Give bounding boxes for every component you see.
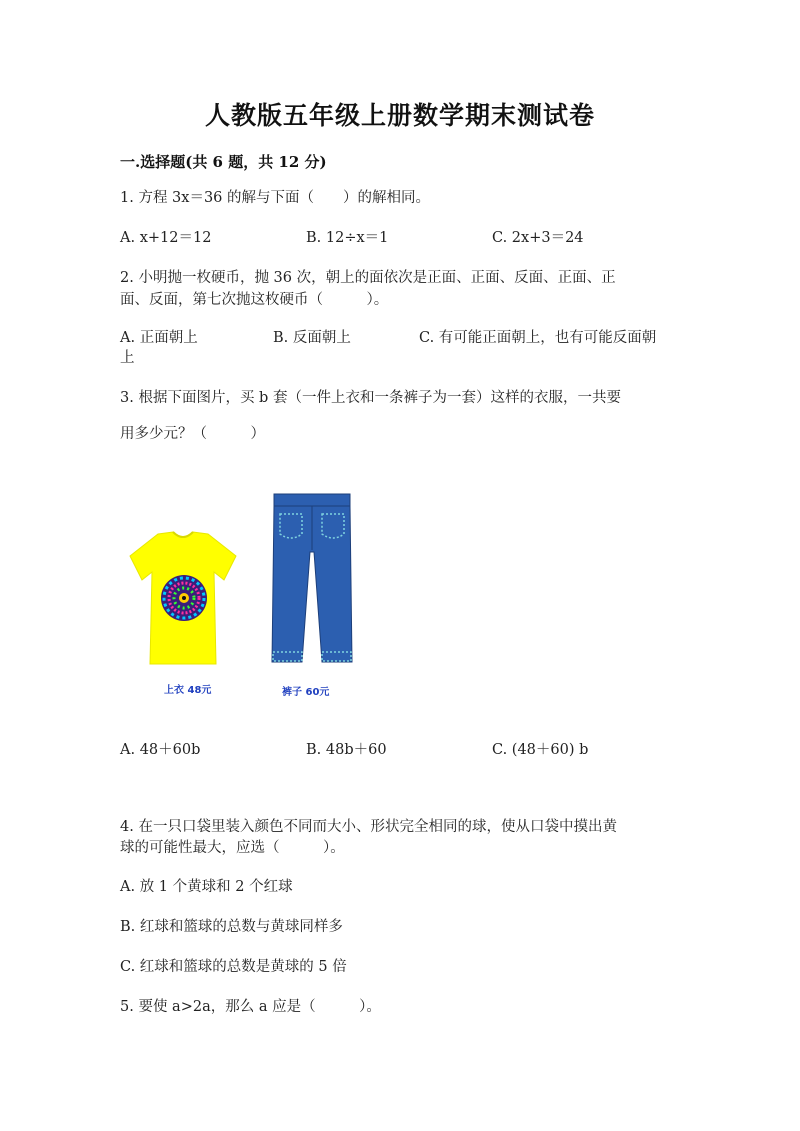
question-2-option-a: A. 正面朝上 [120, 330, 198, 346]
question-3-text-line-1: 3. 根据下面图片，买 b 套（一件上衣和一条裤子为一套）这样的衣服，一共要 [120, 390, 621, 406]
question-4-text-line-1: 4. 在一只口袋里装入颜色不同而大小、形状完全相同的球，使从口袋中摸出黄 [120, 819, 617, 835]
pants-image [270, 492, 354, 668]
question-2-text-line-2: 面、反面，第七次抛这枚硬币（ ）。 [120, 292, 389, 308]
question-4-text-line-2: 球的可能性最大，应选（ ）。 [120, 840, 345, 856]
question-1-option-c: C. 2x+3＝24 [492, 230, 584, 246]
page-title: 人教版五年级上册数学期末测试卷 [204, 101, 595, 130]
question-2-option-c: C. 有可能正面朝上，也有可能反面朝 [419, 330, 657, 346]
clothing-figure [120, 478, 380, 708]
shirt-price-caption: 上衣 48元 [164, 685, 212, 696]
pants-price-caption: 裤子 60元 [282, 687, 330, 698]
question-1-option-a: A. x+12＝12 [120, 230, 212, 246]
question-5-text: 5. 要使 a>2a，那么 a 应是（ ）。 [120, 999, 381, 1015]
question-4-option-c: C. 红球和篮球的总数是黄球的 5 倍 [120, 959, 347, 975]
question-2-option-b: B. 反面朝上 [273, 330, 351, 346]
question-2-option-c-wrap: 上 [120, 350, 135, 366]
question-4-option-b: B. 红球和篮球的总数与黄球同样多 [120, 919, 343, 935]
question-3-option-c: C. (48＋60) b [492, 742, 589, 758]
question-2-text-line-1: 2. 小明抛一枚硬币，抛 36 次，朝上的面依次是正面、正面、反面、正面、正 [120, 270, 616, 286]
question-1-option-b: B. 12÷x＝1 [306, 230, 389, 246]
question-3-text-line-2: 用多少元？（ ） [120, 426, 265, 442]
question-1-text: 1. 方程 3x＝36 的解与下面（ ）的解相同。 [120, 190, 431, 206]
section-heading: 一.选择题(共 6 题，共 12 分) [120, 153, 327, 171]
question-3-option-b: B. 48b＋60 [306, 742, 387, 758]
question-4-option-a: A. 放 1 个黄球和 2 个红球 [120, 879, 293, 895]
question-3-option-a: A. 48＋60b [120, 742, 201, 758]
shirt-image [128, 528, 238, 668]
